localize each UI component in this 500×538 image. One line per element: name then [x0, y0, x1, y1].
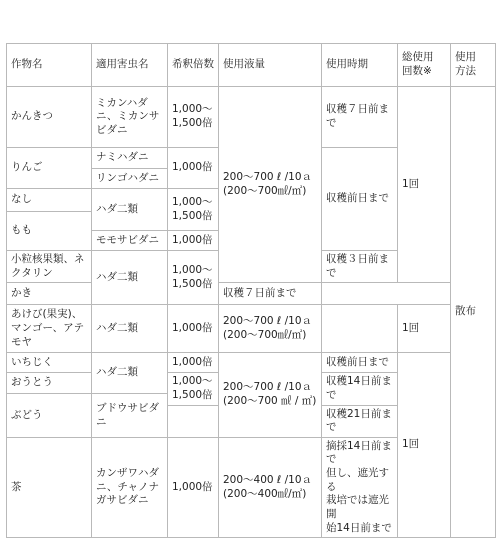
header-timing: 使用時期: [322, 44, 398, 87]
crop-cell: かんきつ: [7, 87, 92, 148]
crop-cell: いちじく: [7, 353, 92, 373]
crop-cell: おうとう: [7, 373, 92, 394]
pest-cell: ハダ二類: [92, 251, 168, 305]
crop-cell: もも: [7, 212, 92, 251]
dilution-cell: [168, 405, 219, 437]
header-pest: 適用害虫名: [92, 44, 168, 87]
pest-cell: ハダ二類: [92, 305, 168, 353]
dilution-cell: 1,000～ 1,500倍: [168, 87, 219, 148]
timing-cell: 収穫14日前まで: [322, 373, 398, 405]
table-row: [7, 283, 496, 305]
timing-cell: 収穫21日前まで: [322, 405, 398, 437]
timing-cell: 収穫前日まで: [322, 148, 398, 251]
header-crop: 作物名: [7, 44, 92, 87]
usage-table: [6, 43, 496, 538]
crop-cell: あけび(果実)、 マンゴー、アテ モヤ: [7, 305, 92, 353]
dilution-cell: 1,000～ 1,500倍: [168, 189, 219, 231]
table-row: [7, 305, 496, 353]
method-cell: 散布: [451, 87, 496, 538]
crop-cell: 小粒核果類、ネ クタリン: [7, 251, 92, 283]
pest-cell: ハダ二類: [92, 189, 168, 231]
pest-cell: モモサビダニ: [92, 231, 168, 251]
dilution-cell: 1,000倍: [168, 148, 219, 189]
dilution-cell: 1,000倍: [168, 437, 219, 537]
header-dilution: 希釈倍数: [168, 44, 219, 87]
timing-cell: 収穫３日前まで: [322, 251, 398, 283]
table-row: [7, 87, 496, 134]
timing-cell: 収穫７日前まで: [219, 283, 322, 305]
header-count: 総使用 回数※: [398, 44, 451, 87]
volume-cell: 200～700 ℓ /10ａ (200～700 ㎖ / ㎡): [219, 353, 322, 438]
timing-cell: 収穫７日前まで: [322, 87, 398, 148]
pest-cell: カンザワハダ ニ、チャノナ ガサビダニ: [92, 437, 168, 537]
crop-cell: ぶどう: [7, 394, 92, 438]
volume-cell: 200～700 ℓ /10ａ (200～700㎖/㎡): [219, 87, 322, 283]
dilution-cell: 1,000～ 1,500倍: [168, 373, 219, 405]
volume-cell: 200～700 ℓ /10ａ (200～700㎖/㎡): [219, 305, 322, 353]
header-method: 使用 方法: [451, 44, 496, 87]
header-row: [7, 44, 496, 87]
count-cell: 1回: [398, 353, 451, 538]
dilution-cell: 1,000倍: [168, 231, 219, 251]
volume-cell: 200～400 ℓ /10ａ (200～400㎖/㎡): [219, 437, 322, 537]
dilution-cell: 1,000倍: [168, 305, 219, 353]
pest-cell: ハダ二類: [92, 353, 168, 394]
pest-cell: ナミハダニ: [92, 148, 168, 169]
pest-cell: ブドウサビダ ニ: [92, 394, 168, 438]
pest-cell: ミカンハダ ニ、ミカンサ ビダニ: [92, 87, 168, 148]
count-cell: 1回: [398, 305, 451, 353]
dilution-cell: 1,000～ 1,500倍: [168, 251, 219, 305]
timing-cell: 摘採14日前まで 但し、遮光する 栽培では遮光開 始14日前まで: [322, 437, 398, 537]
timing-cell: [322, 305, 398, 353]
table-row: [7, 353, 496, 373]
header-volume: 使用液量: [219, 44, 322, 87]
crop-cell: なし: [7, 189, 92, 212]
crop-cell: かき: [7, 283, 92, 305]
crop-cell: 茶: [7, 437, 92, 537]
dilution-cell: 1,000倍: [168, 353, 219, 373]
crop-cell: りんご: [7, 148, 92, 189]
count-cell: 1回: [398, 87, 451, 283]
timing-cell: 収穫前日まで: [322, 353, 398, 373]
pest-cell: リンゴハダニ: [92, 169, 168, 189]
